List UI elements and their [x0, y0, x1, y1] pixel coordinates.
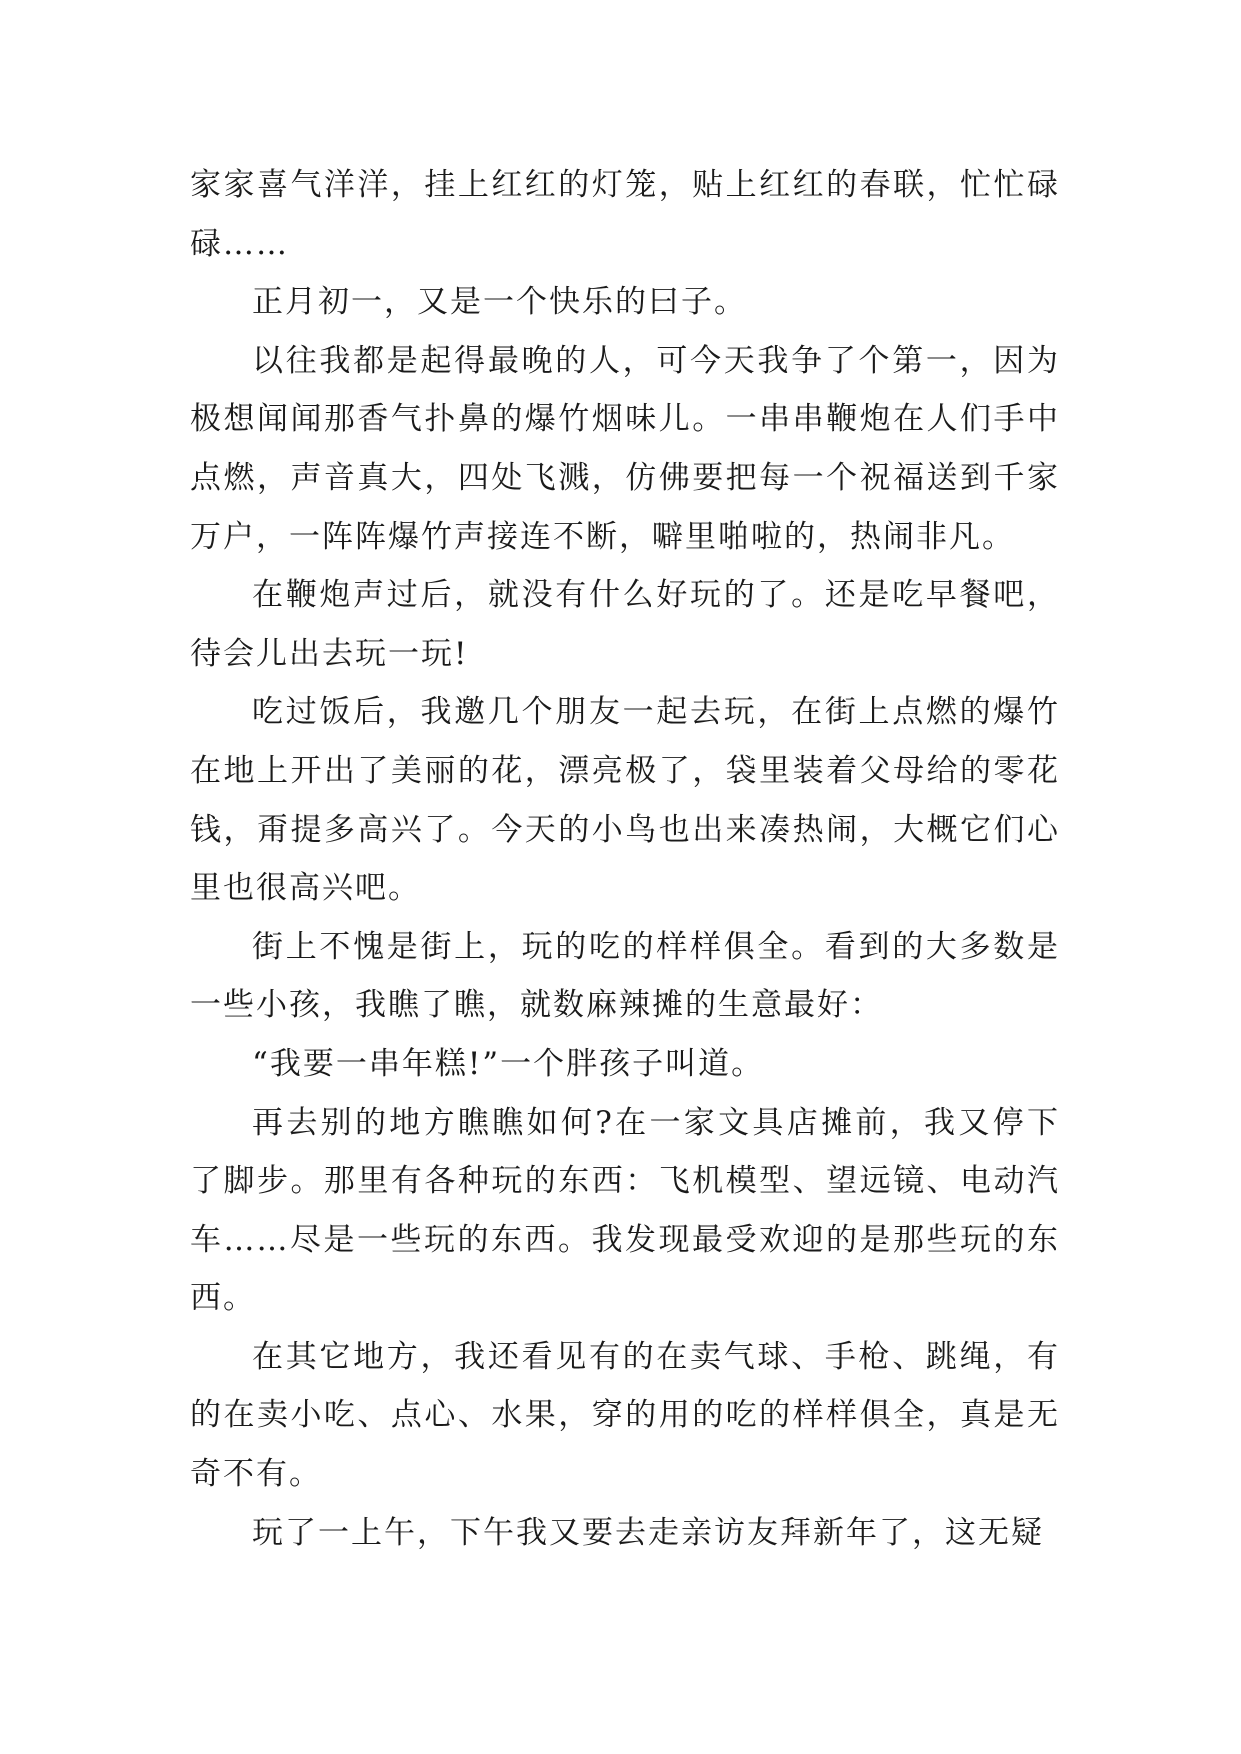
- paragraph-2: 正月初一，又是一个快乐的曰子。: [252, 284, 747, 321]
- paragraph-5: 吃过饭后，我邀几个朋友一起去玩，在街上点燃的爆竹在地上开出了美丽的花，漂亮极了，袋里装着父母给的零花钱，甭提多高兴了。今天的小鸟也出来凑热闹，大概它们心里也很高兴吧。: [190, 694, 1060, 907]
- document-body: [190, 156, 1060, 1562]
- paragraph-1: 家家喜气洋洋，挂上红红的灯笼，贴上红红的春联，忙忙碌碌……: [190, 167, 1060, 262]
- paragraph-3: 以往我都是起得最晚的人，可今天我争了个第一，因为极想闻闻那香气扑鼻的爆竹烟味儿。一串串鞭炮在人们手中点燃，声音真大，四处飞溅，仿佛要把每一个祝福送到千家万户，一阵阵爆竹声接连不断，噼里啪啦的，热闹非凡。: [190, 342, 1060, 555]
- paragraph-8: 再去别的地方瞧瞧如何?在一家文具店摊前，我又停下了脚步。那里有各种玩的东西：飞机模型、望远镜、电动汽车……尽是一些玩的东西。我发现最受欢迎的是那些玩的东西。: [190, 1104, 1060, 1317]
- paragraph-10: 玩了一上午，下午我又要去走亲访友拜新年了，这无疑: [252, 1514, 1044, 1551]
- paragraph-9: 在其它地方，我还看见有的在卖气球、手枪、跳绳，有的在卖小吃、点心、水果，穿的用的吃的样样俱全，真是无奇不有。: [190, 1338, 1060, 1493]
- paragraph-4: 在鞭炮声过后，就没有什么好玩的了。还是吃早餐吧，待会儿出去玩一玩!: [190, 577, 1060, 672]
- paragraph-6: 街上不愧是街上，玩的吃的样样俱全。看到的大多数是一些小孩，我瞧了瞧，就数麻辣摊的生意最好：: [190, 928, 1060, 1024]
- paragraph-7: “我要一串年糕!”一个胖孩子叫道。: [252, 1045, 765, 1082]
